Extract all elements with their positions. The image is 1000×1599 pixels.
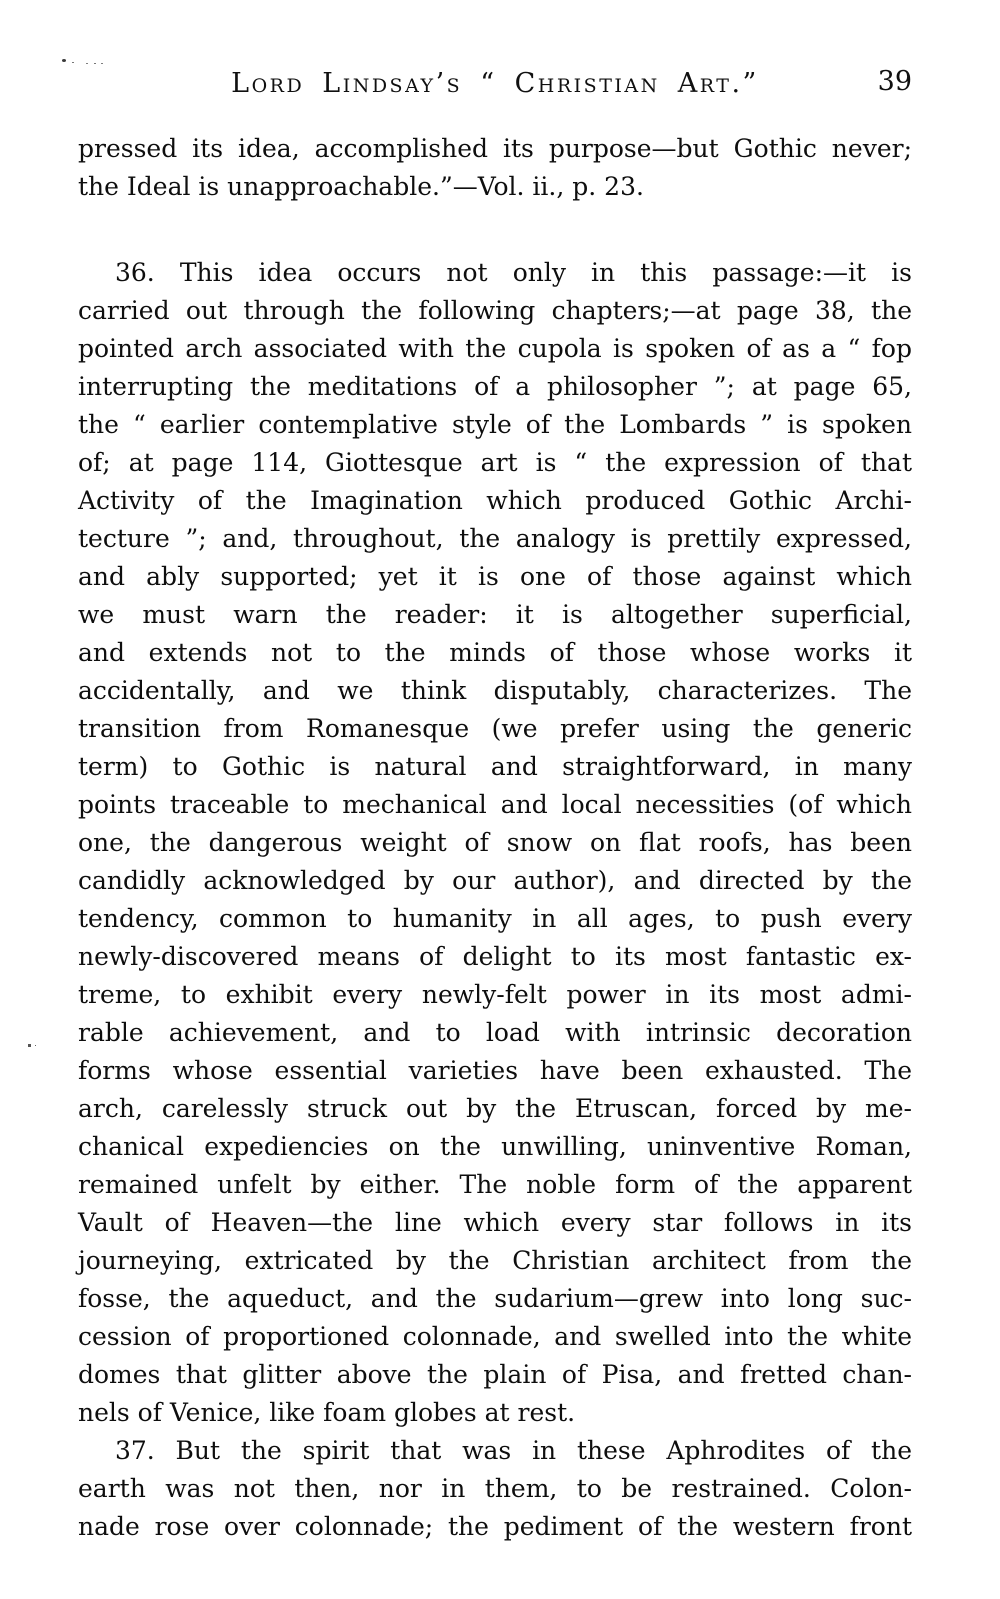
text-line: accidentally, and we think disputably, characterizes. The [78,676,912,705]
body-text [78,130,912,1546]
text-line: and ably supported; yet it is one of those against which [78,562,912,591]
text-line: pointed arch associated with the cupola is spoken of as a “ fop [78,334,912,363]
text-line: pressed its idea, accomplished its purpose—but Gothic never; [78,134,912,163]
text-line: tecture ”; and, throughout, the analogy is prettily expressed, [78,524,912,553]
paragraph [78,130,912,206]
text-line: rable achievement, and to load with intrinsic decoration [78,1018,912,1047]
text-line: chanical expediencies on the unwilling, uninventive Roman, [78,1132,912,1161]
scan-speckle-artifact [62,59,66,62]
text-line: Activity of the Imagination which produced Gothic Archi- [78,486,912,515]
text-line: candidly acknowledged by our author), and directed by the [78,866,912,895]
text-line: we must warn the reader: it is altogether superficial, [78,600,912,629]
text-line: the “ earlier contemplative style of the Lombards ” is spoken [78,410,912,439]
text-line: term) to Gothic is natural and straightforward, in many [78,752,912,781]
text-line: forms whose essential varieties have been exhausted. The [78,1056,912,1085]
running-title: Lord Lindsay’s “ Christian Art.” [231,68,759,99]
paragraph [78,1432,912,1546]
text-line: fosse, the aqueduct, and the sudarium—grew into long suc- [78,1284,912,1313]
text-line: arch, carelessly struck out by the Etruscan, forced by me- [78,1094,912,1123]
text-line: 36. This idea occurs not only in this passage:—it is [115,258,912,287]
text-line: one, the dangerous weight of snow on flat roofs, has been [78,828,912,857]
text-line: nade rose over colonnade; the pediment of the western front [78,1512,912,1541]
page-number: 39 [877,66,912,97]
text-line: earth was not then, nor in them, to be restrained. Colon- [78,1474,912,1503]
text-line: tendency, common to humanity in all ages, to push every [78,904,912,933]
text-line: 37. But the spirit that was in these Aphrodites of the [115,1436,912,1465]
text-line: cession of proportioned colonnade, and swelled into the white [78,1322,912,1351]
text-line: journeying, extricated by the Christian architect from the [78,1246,912,1275]
text-line: nels of Venice, like foam globes at rest. [78,1398,576,1427]
text-line: domes that glitter above the plain of Pisa, and fretted chan- [78,1360,912,1389]
text-line: treme, to exhibit every newly-felt power in its most admi- [78,980,912,1009]
scan-speckle-artifact [28,1044,31,1047]
text-line: interrupting the meditations of a philosopher ”; at page 65, [78,372,912,401]
text-line: points traceable to mechanical and local necessities (of which [78,790,912,819]
text-line: and extends not to the minds of those whose works it [78,638,912,667]
text-line: carried out through the following chapters;—at page 38, the [78,296,912,325]
text-line: the Ideal is unapproachable.”—Vol. ii., p. 23. [78,172,644,201]
text-line: newly-discovered means of delight to its most fantastic ex- [78,942,912,971]
text-line: transition from Romanesque (we prefer using the generic [78,714,912,743]
text-line: Vault of Heaven—the line which every star follows in its [78,1208,912,1237]
paragraph [78,254,912,1432]
text-line: of; at page 114, Giottesque art is “ the expression of that [78,448,912,477]
text-line: remained unfelt by either. The noble form of the apparent [78,1170,912,1199]
